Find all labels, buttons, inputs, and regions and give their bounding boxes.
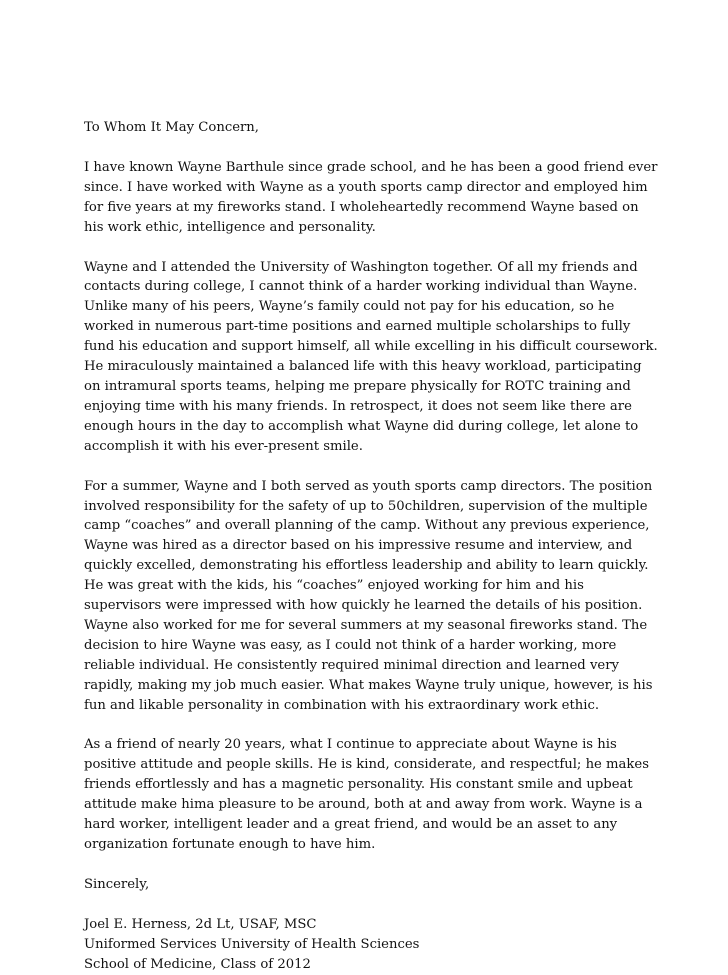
letter-paragraph-4: As a friend of nearly 20 years, what I continue to appreciate about Wayne is his positive attitude and people skills. He is kind, considerate, and respectful; he makes friends effortlessly and has a magnetic personality. His constant smile and upbeat attitude make hima pleasure to be around, both at and away from work. Wayne is a hard worker, intelligent leader and a great friend, and would be an asset to any organization fortunate enough to have him.	[84, 737, 649, 852]
signature-institution: Uniformed Services University of Health Sciences	[84, 936, 420, 952]
letter-paragraph-2: Wayne and I attended the University of Washington together. Of all my friends and contacts during college, I cannot think of a harder working individual than Wayne. Unlike many of his peers, Wayne’s family could not pay for his education, so he worked in numerous part-time positions and earned multiple scholarships to fully fund his education and support himself, all while excelling in his difficult coursework. He miraculously maintained a balanced life with this heavy workload, participating on intramural sports teams, helping me prepare physically for ROTC training and enjoying time with his many friends. In retrospect, it does not seem like there are enough hours in the day to accomplish what Wayne did during college, let alone to accomplish it with his ever-present smile.	[84, 259, 658, 454]
recommendation-letter	[84, 118, 658, 975]
signature-name: Joel E. Herness, 2d Lt, USAF, MSC	[84, 916, 317, 932]
letter-salutation: To Whom It May Concern,	[84, 120, 259, 135]
letter-paragraph-3: For a summer, Wayne and I both served as youth sports camp directors. The position involved responsibility for the safety of up to 50children, supervision of the multiple camp “coaches” and overall planning of the camp. Without any previous experience, Wayne was hired as a director based on his impressive resume and interview, and quickly excelled, demonstrating his effortless leadership and ability to learn quickly. He was great with the kids, his “coaches” enjoyed working for him and his supervisors were impressed with how quickly he learned the details of his position. Wayne also worked for me for several summers at my seasonal fireworks stand. The decision to hire Wayne was easy, as I could not think of a harder working, more reliable individual. He consistently required minimal direction and learned very rapidly, making my job much easier. What makes Wayne truly unique, however, is his fun and likable personality in combination with his extraordinary work ethic.	[84, 478, 653, 713]
signature-school: School of Medicine, Class of 2012	[84, 956, 311, 972]
letter-closing: Sincerely,	[84, 876, 150, 892]
signature-block	[84, 915, 658, 975]
letter-paragraph-1: I have known Wayne Barthule since grade school, and he has been a good friend ever since. I have worked with Wayne as a youth sports camp director and employed him for five years at my fireworks stand. I wholeheartedly recommend Wayne based on his work ethic, intelligence and personality.	[84, 159, 658, 235]
